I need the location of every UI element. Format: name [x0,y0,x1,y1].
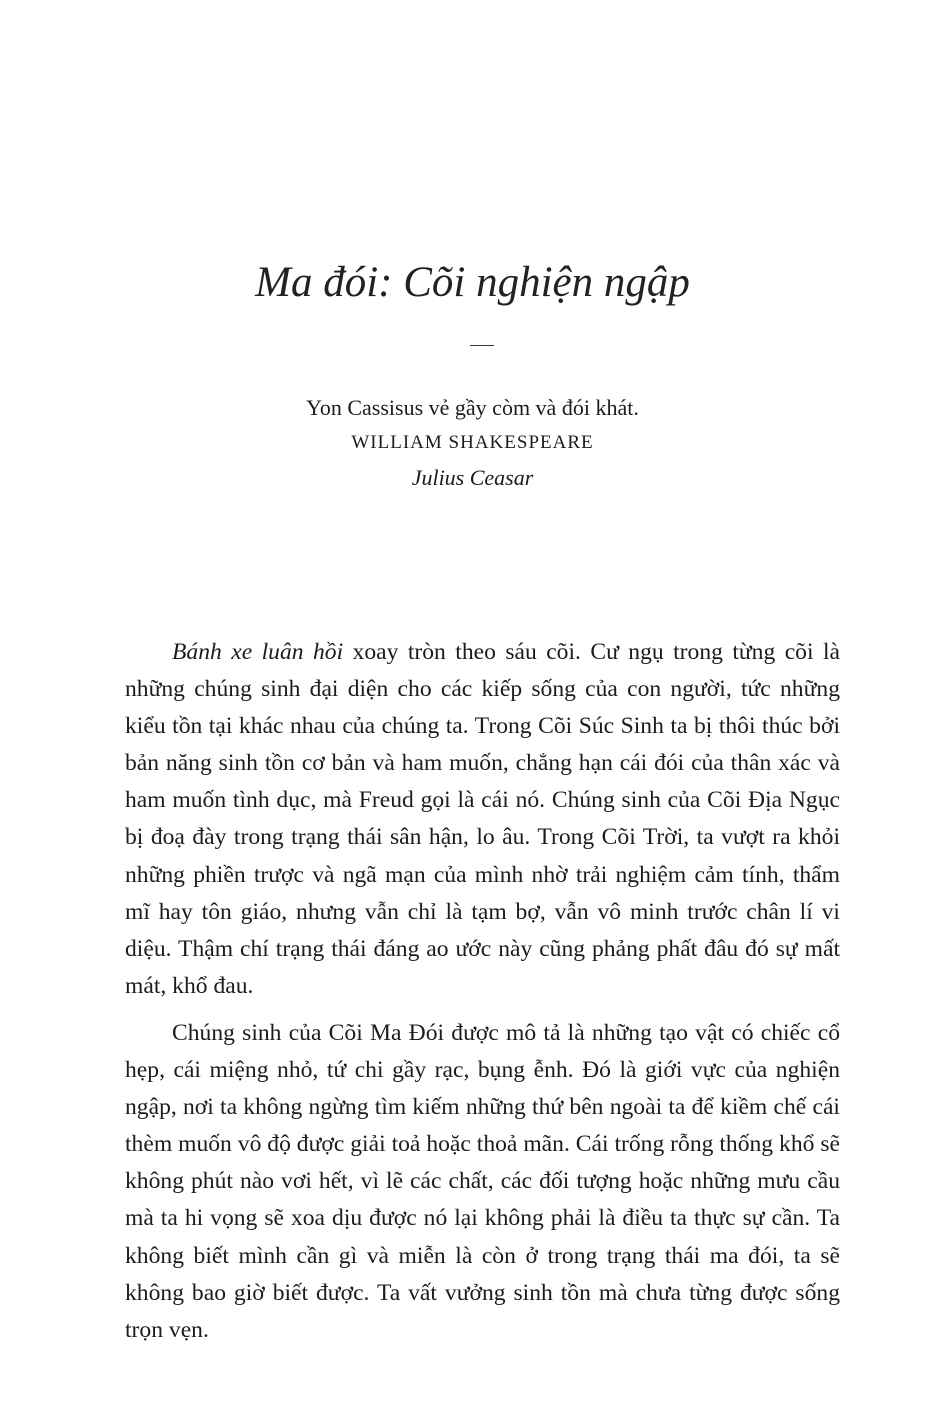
epigraph-quote: Yon Cassisus vẻ gầy còm và đói khát. [306,395,639,420]
chapter-title: Ma đói: Cõi nghiện ngập [255,259,690,306]
title-separator [470,345,494,346]
epigraph [0,390,945,496]
epigraph-author: WILLIAM SHAKESPEARE [351,432,594,453]
italic-term: Bánh xe luân hồi [172,639,344,665]
paragraph-1 [125,634,840,1005]
paragraph-1-text: xoay tròn theo sáu cõi. Cư ngụ trong từng cõi là những chúng sinh đại diện cho các kiếp sống của con người, tức những kiểu tồn tại khác nhau của chúng ta. Trong Cõi Súc Sinh ta bị thôi thúc bởi bản năng sinh tồn cơ bản và ham muốn, chẳng hạn cái đói của thân xác và ham muốn tình dục, mà Freud gọi là cái nó. Chúng sinh của Cõi Địa Ngục bị đoạ đày trong trạng thái sân hận, lo âu. Trong Cõi Trời, ta vượt ra khỏi những phiền trược và ngã mạn của mình nhờ trải nghiệm cảm tính, thẩm mĩ hay tôn giáo, nhưng vẫn chỉ là tạm bợ, vẫn vô minh trước chân lí vi diệu. Thậm chí trạng thái đáng ao ước này cũng phảng phất đâu đó sự mất mát, khổ đau. [125,639,840,999]
paragraph-2: Chúng sinh của Cõi Ma Đói được mô tả là những tạo vật có chiếc cổ hẹp, cái miệng nhỏ, tứ chi gầy rạc, bụng ễnh. Đó là giới vực của nghiện ngập, nơi ta không ngừng tìm kiếm những thứ bên ngoài ta để kiềm chế cái thèm muốn vô độ được giải toả hoặc thoả mãn. Cái trống rỗng thống khổ sẽ không phút nào vơi hết, vì lẽ các chất, các đối tượng hoặc những mưu cầu mà ta hi vọng sẽ xoa dịu được nó lại không phải là điều ta thực sự cần. Ta không biết mình cần gì và miễn là còn ở trong trạng thái ma đói, ta sẽ không bao giờ biết được. Ta vất vưởng sinh tồn mà chưa từng được sống trọn vẹn. [125,1019,840,1343]
epigraph-work: Julius Ceasar [411,465,534,490]
body-text [125,634,840,1349]
